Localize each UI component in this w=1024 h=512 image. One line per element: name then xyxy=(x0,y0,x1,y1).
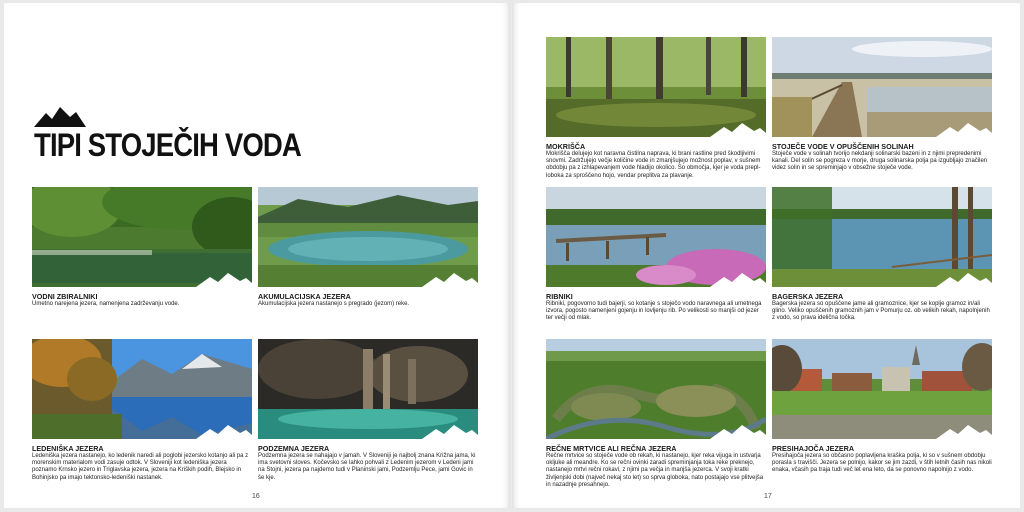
page-number: 17 xyxy=(764,493,772,500)
card-text: Stoječe vode v solinah tvorijo nekdanji solinarski bazeni in z njimi prepredenimi kanali. Del solin se pogreza v morje, druga solinarska polja pa izgubljajo značilen videz solin in se spreminjajo v obsežne stoječe vode. xyxy=(772,151,988,172)
photo-accumulation-lake xyxy=(258,187,478,287)
card-text: Mokrišča delujejo kot naravna čistilna naprava, ki brani rastline pred škodljivimi snovmi. Zadržujejo večje količine vode in zmanjšujejo možnost poplav, v sušnem obdobju pa z izhlapevanjem vode hladijo okolico. So območja, kjer je voda prepl-loboka za sproščeno hojo, vendar preplitva za plavanje. xyxy=(546,151,761,179)
card-mokrisca xyxy=(546,37,766,180)
photo-wetlands xyxy=(546,37,766,137)
page-number: 16 xyxy=(252,493,260,500)
card-podzemna-jezera xyxy=(258,339,478,482)
card-ledeniska-jezera xyxy=(32,339,252,482)
photo-salt-pans xyxy=(772,37,992,137)
card-text: Podzemna jezera se nahajajo v jamah. V Sloveniji je najbolj znana Križna jama, ki ima svetovni sloves. Kočevsko se lahko pohvali z Ledenim jezerom v Ledeni jami na Stojni, jezera pa najdemo tudi v Planinski jami, Podzemlju Pece, jami Govic in še kje. xyxy=(258,453,476,481)
card-title: RIBNIKI xyxy=(546,292,573,301)
card-text: Akumulacijska jezera nastanejo s pregrado (jezom) reke. xyxy=(258,301,410,307)
card-text: Presihajoča jezera so občasno poplavljena kraška polja, ki so v sušnem obdobju porasla s travišči. Jezera se polnijo, kakor se jim zazdi, v štih letnih časih nas nikoli enaka, včasih pa traja tudi več let ena leto, da se ponovno napolnijo z vodo. xyxy=(772,453,992,474)
card-title: AKUMULACIJSKA JEZERA xyxy=(258,292,351,301)
card-text: Rečne mrtvice so stoječe vode ob rekah, ki nastanejo, kjer reka vijuga in ustvarja okljuke ali meandre. Ko se rečni ovinki zaradi spreminjanja toka reke preknejo, nastanejo mrtvi rečni rokavi, z njimi pa večja in manjša jezerca. V svoji kratki življenjski dobi (največ nekaj sto let) so sprva globoka, nato postajajo vse plitvejša in nazadnje presahnejo. xyxy=(546,453,764,488)
card-bagerska-jezera xyxy=(772,187,992,323)
card-title: REČNE MRTVICE ALI REČNA JEZERA xyxy=(546,444,677,453)
card-akumulacijska-jezera xyxy=(258,187,478,308)
photo-glacial-lake xyxy=(32,339,252,439)
card-title: STOJEČE VODE V OPUŠČENIH SOLINAH xyxy=(772,142,914,151)
card-ribniki xyxy=(546,187,766,323)
photo-oxbow-lakes xyxy=(546,339,766,439)
right-page xyxy=(512,3,1020,508)
photo-gravel-pit-lake xyxy=(772,187,992,287)
card-recne-mrtvice xyxy=(546,339,766,489)
card-text: Ledeniška jezera nastanejo, ko ledenik naredi ali poglobi jezersko kotanjo ali pa z morenskim materialom vodi zasuje odtok. V Sloveniji kot ledeniška jezera poznamo Krnsko jezero in Triglavska jezera, jezera na Kriških podih, Blejsko in Bohinjsko pa imajo tektonsko-ledeniški nastanek. xyxy=(32,453,249,481)
photo-underground-lake xyxy=(258,339,478,439)
mountain-logo-icon xyxy=(34,107,86,127)
card-text: Ribniki, pogovorno tudi bajerji, so kotanje s stoječo vodo naravnega ali umetnega izvora, pogosto namenjeni gojenju in lovljenju rib. Po velikosti so manjši od jezer ter večji od mlak. xyxy=(546,301,762,322)
left-page xyxy=(4,3,510,508)
card-title: PODZEMNA JEZERA xyxy=(258,444,330,453)
card-vodni-zbiralniki xyxy=(32,187,252,308)
card-presihajoca-jezera xyxy=(772,339,992,475)
card-text: Bagerska jezera so opuščene jame ali gramoznice, kjer se koplje gramoz in/ali glino. Veliko opuščenih gramoznih jam v Pomurju oz. ob velikih rekah, napolnjenih z vodo, so prava idelična točka. xyxy=(772,301,990,322)
page-title: TIPI STOJEČIH VODA xyxy=(34,127,301,163)
photo-intermittent-lake xyxy=(772,339,992,439)
card-title: PRESIHAJOČA JEZERA xyxy=(772,444,855,453)
photo-reservoir xyxy=(32,187,252,287)
card-text: Umetno narejena jezera, namenjena zadrževanju vode. xyxy=(32,301,180,307)
photo-ponds xyxy=(546,187,766,287)
card-stojece-vode-soline xyxy=(772,37,992,173)
card-title: VODNI ZBIRALNIKI xyxy=(32,292,98,301)
card-title: LEDENIŠKA JEZERA xyxy=(32,444,104,453)
card-title: BAGERSKA JEZERA xyxy=(772,292,844,301)
card-title: MOKRIŠČA xyxy=(546,142,586,151)
